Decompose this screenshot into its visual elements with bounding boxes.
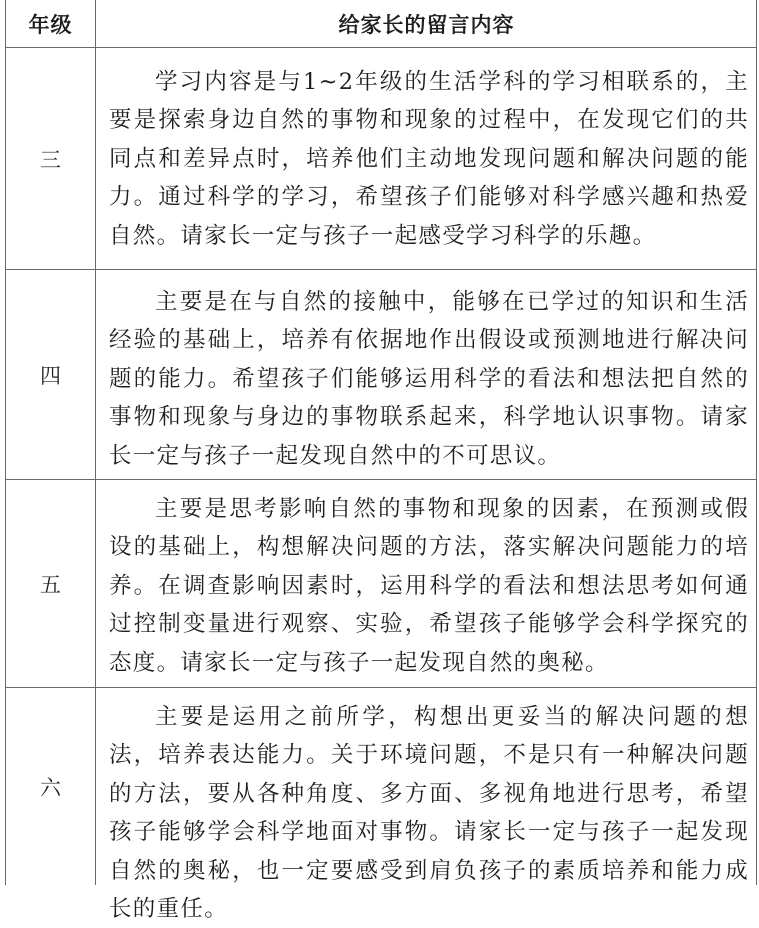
message-cell [97,688,756,923]
grade-column-header: 年级 [6,0,96,47]
grade-cell: 五 [6,480,96,687]
table-row [6,270,756,480]
content-column-header: 给家长的留言内容 [338,12,515,37]
table-row [6,688,756,923]
message-text: 主要是在与自然的接触中，能够在已学过的知识和生活经验的基础上，培养有依据地作出假设或预测地进行解决问题的能力。希望孩子们能够运用科学的看法和想法把自然的事物和现象与身边的事物联系起来，科学地认识事物。请家长一定与孩子一起发现自然中的不可思议。 [109,289,749,469]
message-cell [97,48,756,269]
grade-cell: 六 [6,688,96,885]
parent-message-table [5,0,757,923]
message-cell [97,480,756,687]
table-row [6,480,756,688]
grade-cell: 三 [6,48,96,269]
message-text: 主要是思考影响自然的事物和现象的因素，在预测或假设的基础上，构想解决问题的方法，落实解决问题能力的培养。在调查影响因素时，运用科学的看法和想法思考如何通过控制变量进行观察、实验，希望孩子能够学会科学探究的态度。请家长一定与孩子一起发现自然的奥秘。 [109,496,749,676]
message-text: 主要是运用之前所学，构想出更妥当的解决问题的想法，培养表达能力。关于环境问题，不是只有一种解决问题的方法，要从各种角度、多方面、多视角地进行思考，希望孩子能够学会科学地面对事物。请家长一定与孩子一起发现自然的奥秘，也一定要感受到肩负孩子的素质培养和能力成长的重任。 [109,704,749,923]
grade-cell: 四 [6,270,96,479]
message-text: 学习内容是与1~2年级的生活学科的学习相联系的，主要是探索身边自然的事物和现象的过程中，在发现它们的共同点和差异点时，培养他们主动地发现问题和解决问题的能力。通过科学的学习，希望孩子们能够对科学感兴趣和热爱自然。请家长一定与孩子一起感受学习科学的乐趣。 [109,69,749,249]
table-header-row [6,0,756,48]
table-row [6,48,756,270]
message-cell [97,270,756,479]
